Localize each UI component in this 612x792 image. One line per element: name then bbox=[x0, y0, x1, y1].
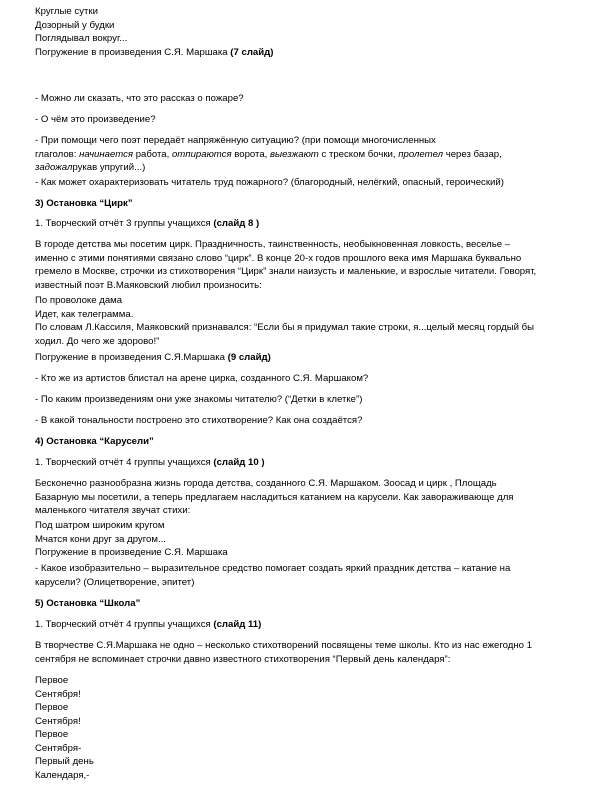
section-heading-carousel: 4) Остановка “Карусели” bbox=[35, 436, 154, 447]
circus-paragraph: В городе детства мы посетим цирк. Праздничность, таинственность, необыкновенная ловкость, веселье – именно с этими понятиями связано слово “цирк”. В конце 20-х годов прошлого века имя Маршака буквально гремело в Москве, строчки из стихотворения “Цирк” знали наизусть и маленькие, и взрослые читатели. Говорят, известный поэт В.Маяковский любил произносить: bbox=[35, 239, 537, 291]
verse-line: Поглядывал вокруг... bbox=[35, 33, 128, 44]
immersion-line-9: Погружение в произведения С.Я.Маршака (9 слайд) bbox=[35, 352, 271, 363]
tent-verse: Под шатром широким кругом Мчатся кони друг за другом... Погружение в произведение С.Я. Маршака bbox=[35, 520, 228, 558]
section-heading-school: 5) Остановка “Школа” bbox=[35, 598, 141, 609]
question-means: - Какое изобразительно – выразительное средство помогает создать яркий праздник детства – катание на карусели? (Олицетворение, эпитет) bbox=[35, 563, 511, 588]
verse-line: Дозорный у будки bbox=[35, 19, 115, 31]
question-tension: - При помощи чего поэт передаёт напряжённую ситуацию? (при помощи многочисленных глаголов: начинается работа, отпираются ворота, выезжают с треском бочки, пролетел через базар, задожалрукав упругий...) bbox=[35, 135, 502, 173]
question-tone: - В какой тональности построено это стихотворение? Как она создаётся? bbox=[35, 415, 363, 426]
verse-line: Круглые сутки bbox=[35, 6, 98, 17]
question-about: - О чём это произведение? bbox=[35, 114, 156, 125]
question-artists: - Кто же из артистов блистал на арене цирка, созданного С.Я. Маршаком? bbox=[35, 373, 369, 384]
report-line-3: 1. Творческий отчёт 3 группы учащихся (слайд 8 ) bbox=[35, 218, 260, 229]
question-works: - По каким произведениям они уже знакомы читателю? (“Детки в клетке”) bbox=[35, 394, 363, 405]
immersion-line-7: Погружение в произведения С.Я. Маршака (7 слайд) bbox=[35, 46, 274, 58]
report-line-4: 1. Творческий отчёт 4 группы учащихся (слайд 10 ) bbox=[35, 457, 265, 468]
verse-bottom: Первое Сентября! Первое Сентября! Первое Сентября- Первый день Календаря,- bbox=[35, 675, 94, 781]
question-labor: - Как может охарактеризовать читатель труд пожарного? (благородный, нелёгкий, опасный, героический) bbox=[35, 177, 504, 188]
question-fire: - Можно ли сказать, что это рассказ о пожаре? bbox=[35, 93, 244, 104]
report-line-5: 1. Творческий отчёт 4 группы учащихся (слайд 11) bbox=[35, 619, 262, 630]
section-heading-circus: 3) Остановка “Цирк” bbox=[35, 198, 133, 209]
wire-verse: По проволоке дама Идет, как телеграмма. По словам Л.Кассиля, Маяковский признавался: “Если бы я придумал такие строки, я...целый месяц гордый бы ходил. До чего же здорово!” bbox=[35, 295, 535, 347]
verse-top bbox=[35, 5, 583, 59]
school-paragraph: В творчестве С.Я.Маршака не одно – несколько стихотворений посвящены теме школы. Кто из нас ежегодно 1 сентября не вспоминает строчки давно известного стихотворения “Первый день календаря”: bbox=[35, 640, 533, 665]
carousel-paragraph: Бесконечно разнообразна жизнь города детства, созданного С.Я. Маршаком. Зоосад и цирк , Площадь Базарную мы посетили, а теперь предлагаем насладиться катанием на карусели. Как завораживающе для маленького читателя звучат стихи: bbox=[35, 478, 514, 516]
